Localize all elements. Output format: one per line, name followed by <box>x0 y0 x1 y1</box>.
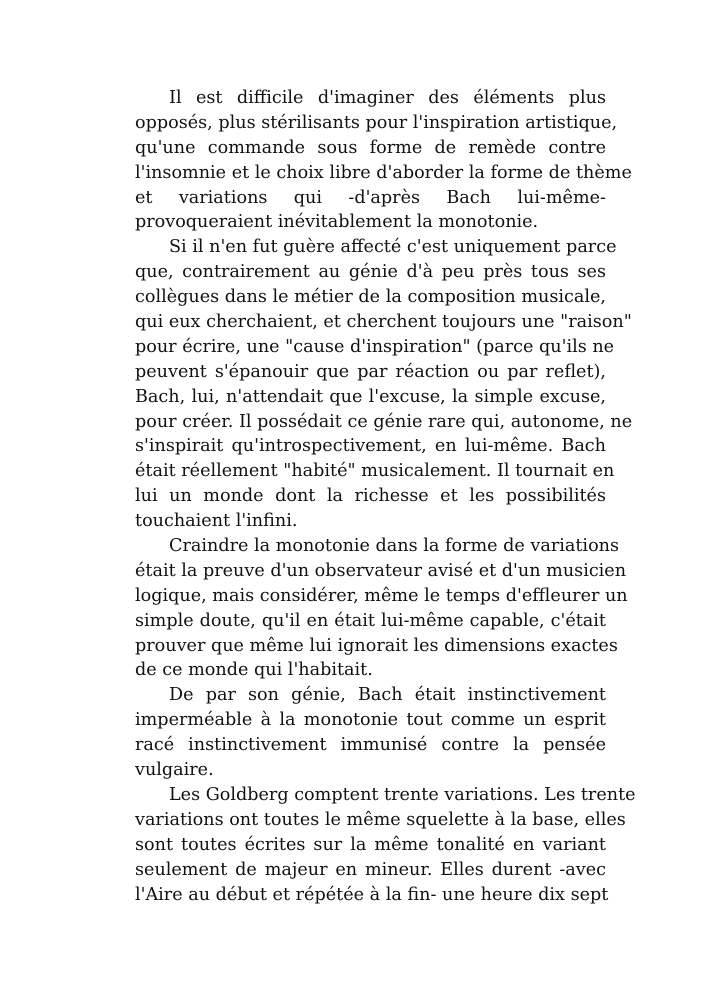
text-line: que, contrairement au génie d'à peu près tous ses <box>135 262 606 283</box>
text-line: provoqueraient inévitablement la monotonie. <box>135 212 539 233</box>
text-line: peuvent s'épanouir que par réaction ou par reflet), <box>135 361 606 382</box>
text-line: qui eux cherchaient, et cherchent toujours une "raison" <box>135 312 632 333</box>
paragraph-1 <box>101 86 632 235</box>
text-line: Les Goldberg comptent trente variations. Les trente <box>169 784 636 805</box>
text-line: collègues dans le métier de la composition musicale, <box>135 287 606 308</box>
paragraph-4 <box>101 683 606 783</box>
text-line: vulgaire. <box>135 760 214 781</box>
text-line: s'inspirait qu'introspectivement, en lui-même. Bach <box>135 436 606 457</box>
text-line: opposés, plus stérilisants pour l'inspiration artistique, <box>135 112 618 133</box>
text-line: imperméable à la monotonie tout comme un esprit <box>135 710 606 731</box>
text-line: Il est difficile d'imaginer des éléments plus <box>169 88 606 108</box>
text-line: pour écrire, une "cause d'inspiration" (parce qu'ils ne <box>135 336 615 357</box>
text-line: lui un monde dont la richesse et les possibilités <box>135 486 606 507</box>
text-line: l'Aire au début et répétée à la fin- une heure dix sept <box>135 884 609 905</box>
text-line: qu'une commande sous forme de remède contre <box>135 137 606 158</box>
text-line: et variations qui -d'après Bach lui-même- <box>135 187 606 208</box>
text-line: Craindre la monotonie dans la forme de variations <box>169 536 620 557</box>
text-line: racé instinctivement immunisé contre la pensée <box>135 735 606 756</box>
paragraph-2 <box>101 235 633 534</box>
paragraph-3 <box>101 534 628 683</box>
text-line: logique, mais considérer, même le temps d'effleurer un <box>135 585 628 606</box>
text-line: de ce monde qui l'habitait. <box>135 660 373 681</box>
text-line: Si il n'en fut guère affecté c'est uniquement parce <box>169 237 617 258</box>
text-line: pour créer. Il possédait ce génie rare qui, autonome, ne <box>135 411 633 432</box>
text-line: seulement de majeur en mineur. Elles durent -avec <box>135 859 606 880</box>
text-line: Bach, lui, n'attendait que l'excuse, la simple excuse, <box>135 386 606 407</box>
text-line: prouver que même lui ignorait les dimensions exactes <box>135 635 618 656</box>
text-line: simple doute, qu'il en était lui-même capable, c'était <box>135 610 606 631</box>
text-line: l'insomnie et le choix libre d'aborder la forme de thème <box>135 162 632 183</box>
document-page <box>101 86 636 907</box>
text-line: était réellement "habité" musicalement. Il tournait en <box>135 461 615 482</box>
text-line: sont toutes écrites sur la même tonalité en variant <box>135 834 606 855</box>
paragraph-5 <box>101 783 636 907</box>
text-line: était la preuve d'un observateur avisé et d'un musicien <box>135 560 627 581</box>
text-line: touchaient l'infini. <box>135 511 298 532</box>
text-line: De par son génie, Bach était instinctivement <box>169 685 606 706</box>
text-line: variations ont toutes le même squelette à la base, elles <box>135 809 626 830</box>
